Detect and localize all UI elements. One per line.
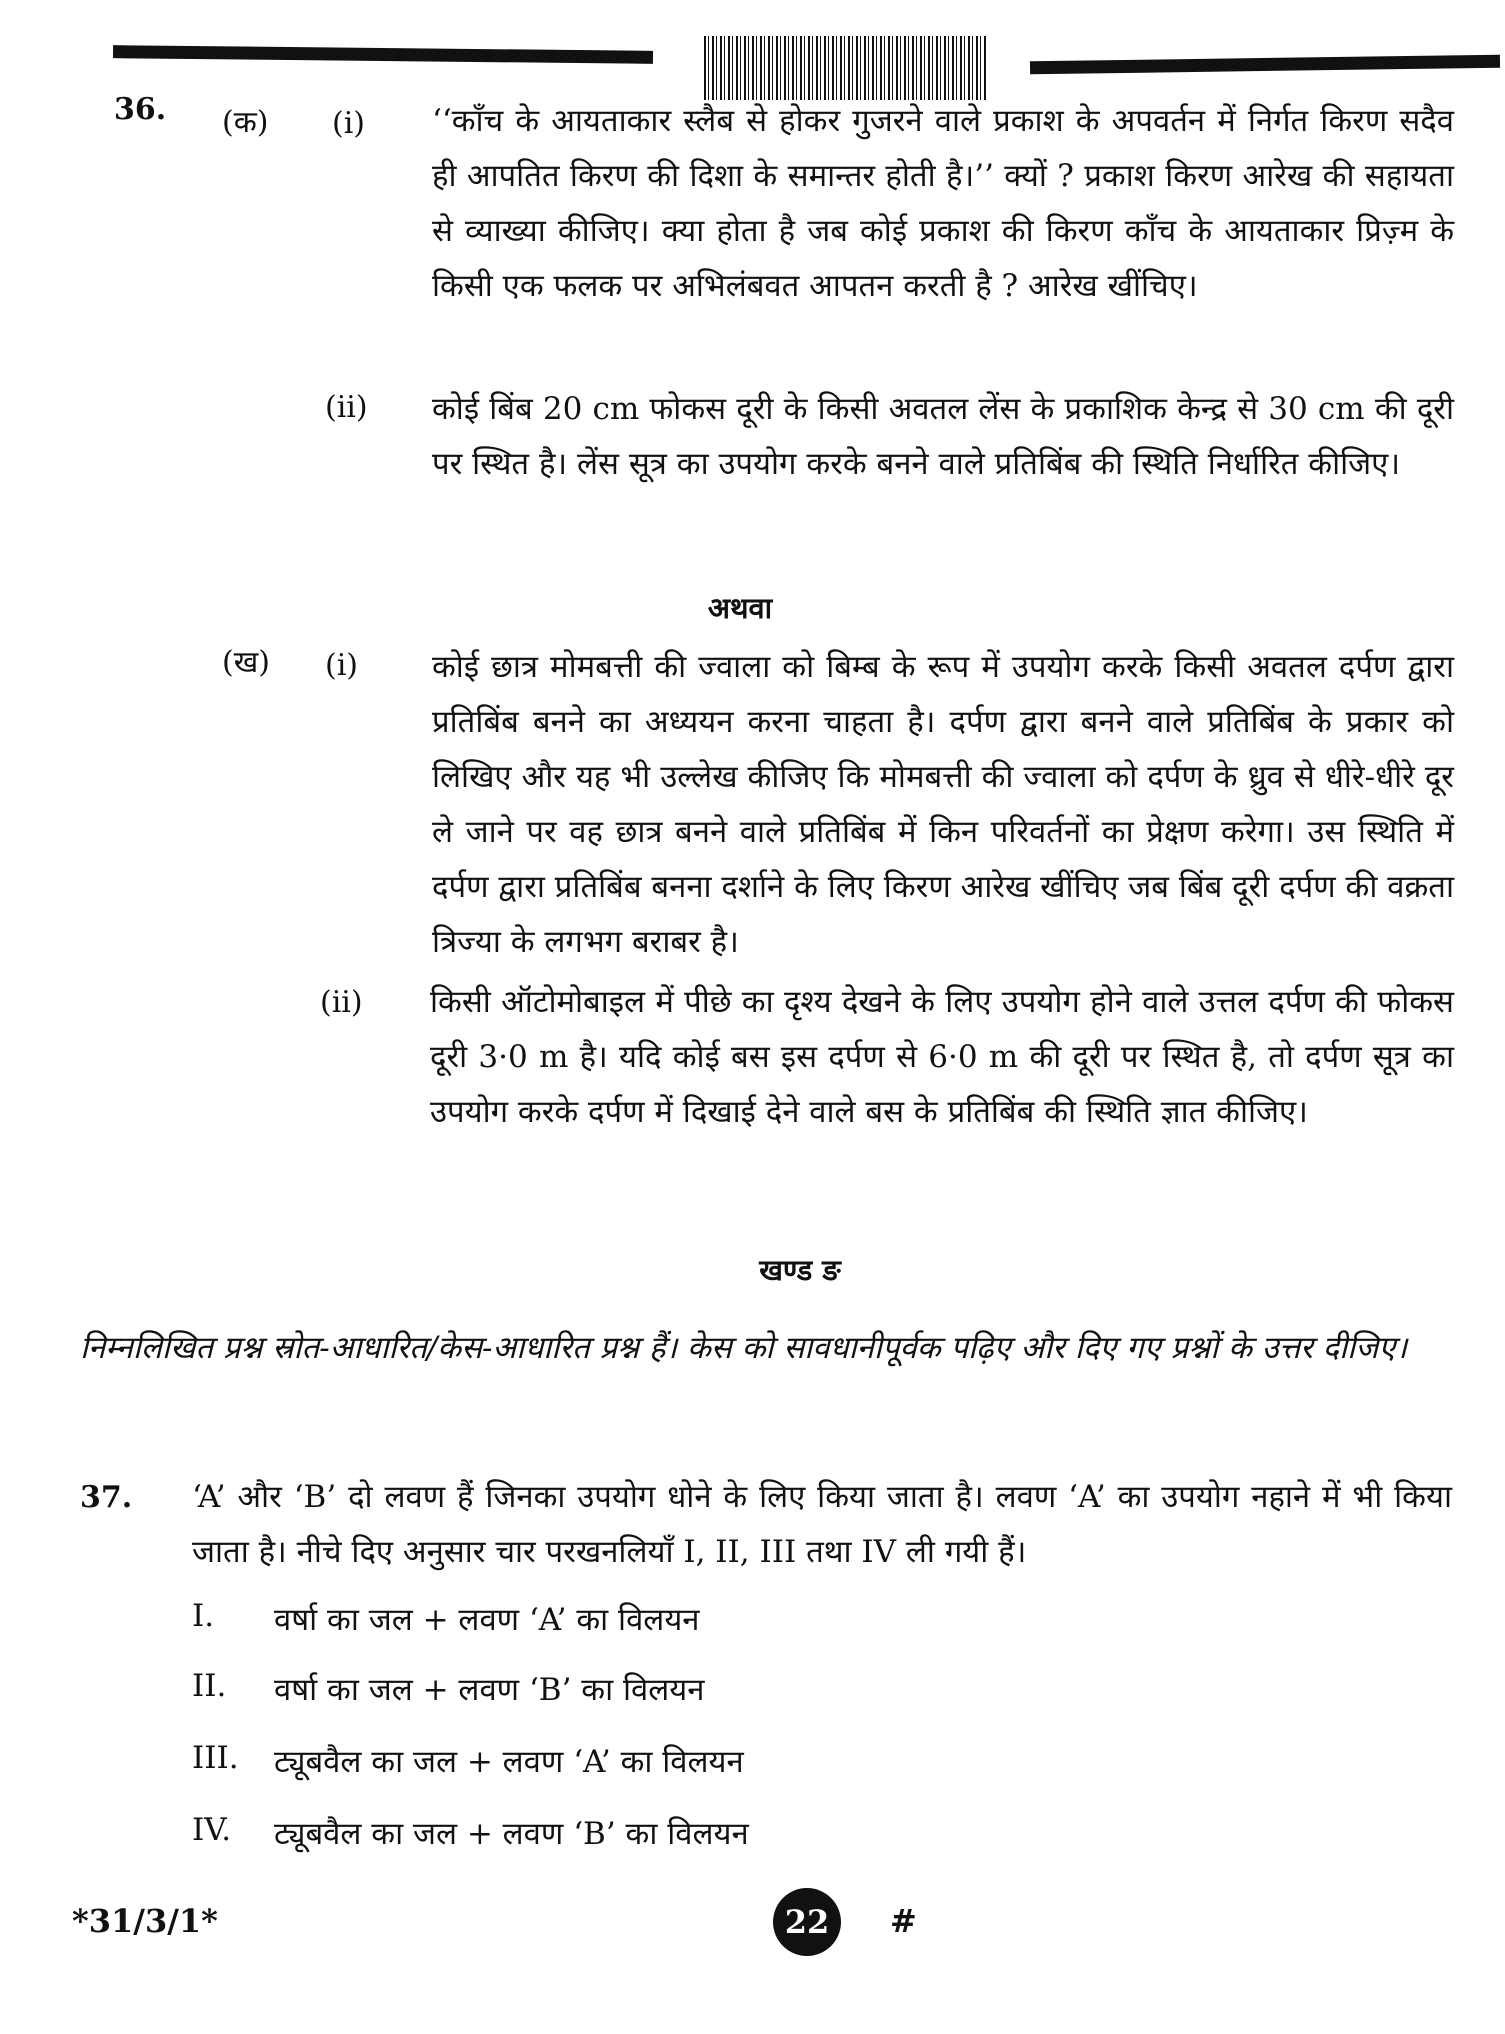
header-bar-right bbox=[1030, 55, 1500, 75]
part-a-label: (क) bbox=[222, 105, 269, 140]
q36-b-i-text: कोई छात्र मोमबत्ती की ज्वाला को बिम्ब के रूप में उपयोग करके किसी अवतल दर्पण द्वारा प्रतिबिंब बनने का अध्ययन करना चाहता है। दर्पण द्वारा बनने वाले प्रतिबिंब के प्रकार को लिखिए और यह भी उल्लेख कीजिए कि मोमबत्ती की ज्वाला को दर्पण के ध्रुव से धीरे-धीरे दूर ले जाने पर वह छात्र बनने वाले प्रतिबिंब में किन परिवर्तनों का प्रेक्षण करेगा। उस स्थिति में दर्पण द्वारा प्रतिबिंब बनना दर्शाने के लिए किरण आरेख खींचिए जब बिंब दूरी दर्पण की वक्रता त्रिज्या के लगभग बराबर है। bbox=[432, 649, 1454, 960]
question-number-37: 37. bbox=[80, 1480, 133, 1515]
list-item-text: ट्यूबवैल का जल + लवण ‘B’ का विलयन bbox=[274, 1816, 749, 1852]
list-item-num: IV. bbox=[192, 1812, 232, 1848]
question-number-36: 36. bbox=[114, 92, 167, 127]
section-instruction: निम्नलिखित प्रश्न स्रोत-आधारित/केस-आधारित प्रश्न हैं। केस को सावधानीपूर्वक पढ़िए और दिए गए प्रश्नों के उत्तर दीजिए। bbox=[80, 1330, 1408, 1366]
part-b-ii-label: (ii) bbox=[320, 985, 363, 1020]
list-item-text: वर्षा का जल + लवण ‘A’ का विलयन bbox=[274, 1602, 700, 1638]
paper-code: *31/3/1* bbox=[72, 1902, 218, 1940]
q37-text: ‘A’ और ‘B’ दो लवण हैं जिनका उपयोग धोने के लिए किया जाता है। लवण ‘A’ का उपयोग नहाने में भी किया जाता है। नीचे दिए अनुसार चार परखनलियाँ I, II, III तथा IV ली गयी हैं। bbox=[192, 1479, 1452, 1570]
q36-b-ii-text: किसी ऑटोमोबाइल में पीछे का दृश्य देखने के लिए उपयोग होने वाले उत्तल दर्पण की फोकस दूरी 3·0 m है। यदि कोई बस इस दर्पण से 6·0 m की दूरी पर स्थित है, तो दर्पण सूत्र का उपयोग करके दर्पण में दिखाई देने वाले बस के प्रतिबिंब की स्थिति ज्ञात कीजिए। bbox=[430, 984, 1454, 1130]
list-item-num: II. bbox=[192, 1668, 227, 1704]
list-item-text: ट्यूबवैल का जल + लवण ‘A’ का विलयन bbox=[274, 1744, 744, 1780]
header-bar-left bbox=[113, 45, 653, 64]
q36-a-i-text: ‘‘काँच के आयताकार स्लैब से होकर गुजरने वाले प्रकाश के अपवर्तन में निर्गत किरण सदैव ही आपतित किरण की दिशा के समान्तर होती है।’’ क्यों ? प्रकाश किरण आरेख की सहायता से व्याख्या कीजिए। क्या होता है जब कोई प्रकाश की किरण काँच के आयताकार प्रिज़्म के किसी एक फलक पर अभिलंबवत आपतन करती है ? आरेख खींचिए। bbox=[432, 103, 1454, 304]
part-b-label: (ख) bbox=[222, 645, 270, 680]
list-item-num: III. bbox=[192, 1740, 239, 1776]
hash-mark: # bbox=[890, 1902, 917, 1940]
section-title: खण्ड ङ bbox=[759, 1253, 841, 1287]
part-a-ii-label: (ii) bbox=[325, 390, 368, 425]
list-item-text: वर्षा का जल + लवण ‘B’ का विलयन bbox=[274, 1672, 705, 1708]
barcode bbox=[704, 36, 986, 100]
part-b-i-label: (i) bbox=[325, 648, 359, 683]
list-item-num: I. bbox=[192, 1598, 215, 1634]
part-a-i-label: (i) bbox=[332, 106, 366, 141]
page-number: 22 bbox=[773, 1888, 841, 1956]
q36-a-ii-text: कोई बिंब 20 cm फोकस दूरी के किसी अवतल लेंस के प्रकाशिक केन्द्र से 30 cm की दूरी पर स्थित है। लेंस सूत्र का उपयोग करके बनने वाले प्रतिबिंब की स्थिति निर्धारित कीजिए। bbox=[432, 391, 1454, 482]
or-divider: अथवा bbox=[707, 591, 773, 625]
